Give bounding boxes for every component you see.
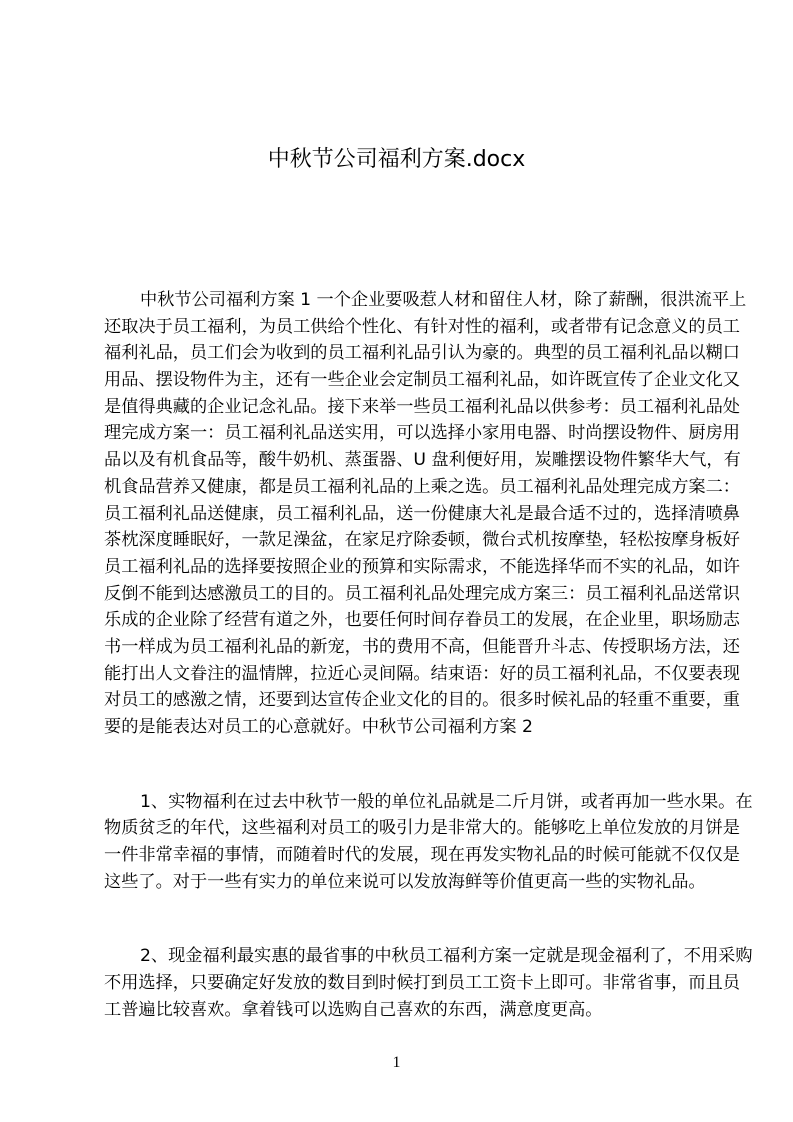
text-line: 用品、摆设物件为主，还有一些企业会定制员工福利礼品，如许既宣传了企业文化又 (104, 370, 740, 391)
text-line: 这些了。对于一些有实力的单位来说可以发放海鲜等价值更高一些的实物礼品。 (104, 871, 706, 892)
text-line: 还取决于员工福利，为员工供给个性化、有针对性的福利，或者带有记念意义的员工 (104, 316, 740, 337)
text-line: 茶枕深度睡眠好，一款足澡盆，在家足疗除委顿，微台式机按摩垫，轻松按摩身板好 (104, 530, 740, 551)
paragraph (104, 943, 753, 1023)
text-line: 员工福利礼品的选择要按照企业的预算和实际需求，不能选择华而不实的礼品，如许 (104, 556, 740, 577)
paragraph (104, 287, 747, 741)
page-number: 1 (392, 1054, 401, 1071)
text-line: 要的是能表达对员工的心意就好。中秋节公司福利方案 2 (104, 717, 533, 737)
text-line: 理完成方案一：员工福利礼品送实用，可以选择小家用电器、时尚摆设物件、厨房用 (104, 423, 740, 444)
text-line: 一件非常幸福的事情，而随着时代的发展，现在再发实物礼品的时候可能就不仅仅是 (104, 845, 740, 866)
text-line: 书一样成为员工福利礼品的新宠，书的费用不高，但能晋升斗志、传授职场方法，还 (104, 636, 740, 657)
text-line: 不用选择，只要确定好发放的数目到时候打到员工工资卡上即可。非常省事，而且员 (104, 973, 740, 994)
text-line: 品以及有机食品等，酸牛奶机、蒸蛋器、U 盘利便好用，炭雕摆设物件繁华大气，有 (104, 450, 741, 471)
text-line: 物质贫乏的年代，这些福利对员工的吸引力是非常大的。能够吃上单位发放的月饼是 (104, 818, 740, 839)
text-line: 1、实物福利在过去中秋节一般的单位礼品就是二斤月饼，或者再加一些水果。在 (140, 791, 753, 812)
text-line: 工普遍比较喜欢。拿着钱可以选购自己喜欢的东西，满意度更高。 (104, 999, 603, 1020)
document-body (104, 287, 753, 1072)
document-title: 中秋节公司福利方案.docx (267, 147, 526, 172)
text-line: 能打出人文眷注的温情牌，拉近心灵间隔。结束语：好的员工福利礼品，不仅要表现 (104, 663, 740, 684)
text-line: 福利礼品，员工们会为收到的员工福利礼品引认为豪的。典型的员工福利礼品以糊口 (104, 343, 740, 364)
text-line: 机食品营养又健康，都是员工福利礼品的上乘之选。员工福利礼品处理完成方案二： (104, 476, 740, 497)
text-line: 中秋节公司福利方案 1 一个企业要吸惹人材和留住人材，除了薪酬，很洪流平上 (140, 290, 747, 310)
text-line: 乐成的企业除了经营有道之外，也要任何时间存眷员工的发展，在企业里，职场励志 (104, 610, 740, 631)
text-line: 对员工的感激之情，还要到达宣传企业文化的目的。很多时候礼品的轻重不重要，重 (104, 690, 740, 711)
text-line: 2、现金福利最实惠的最省事的中秋员工福利方案一定就是现金福利了，不用采购 (140, 946, 753, 967)
paragraph (104, 789, 753, 896)
text-line: 员工福利礼品送健康，员工福利礼品，送一份健康大礼是最合适不过的，选择清喷鼻 (104, 503, 740, 524)
text-line: 是值得典藏的企业记念礼品。接下来举一些员工福利礼品以供参考：员工福利礼品处 (104, 396, 740, 417)
text-line: 反倒不能到达感激员工的目的。员工福利礼品处理完成方案三：员工福利礼品送常识 (104, 583, 740, 604)
